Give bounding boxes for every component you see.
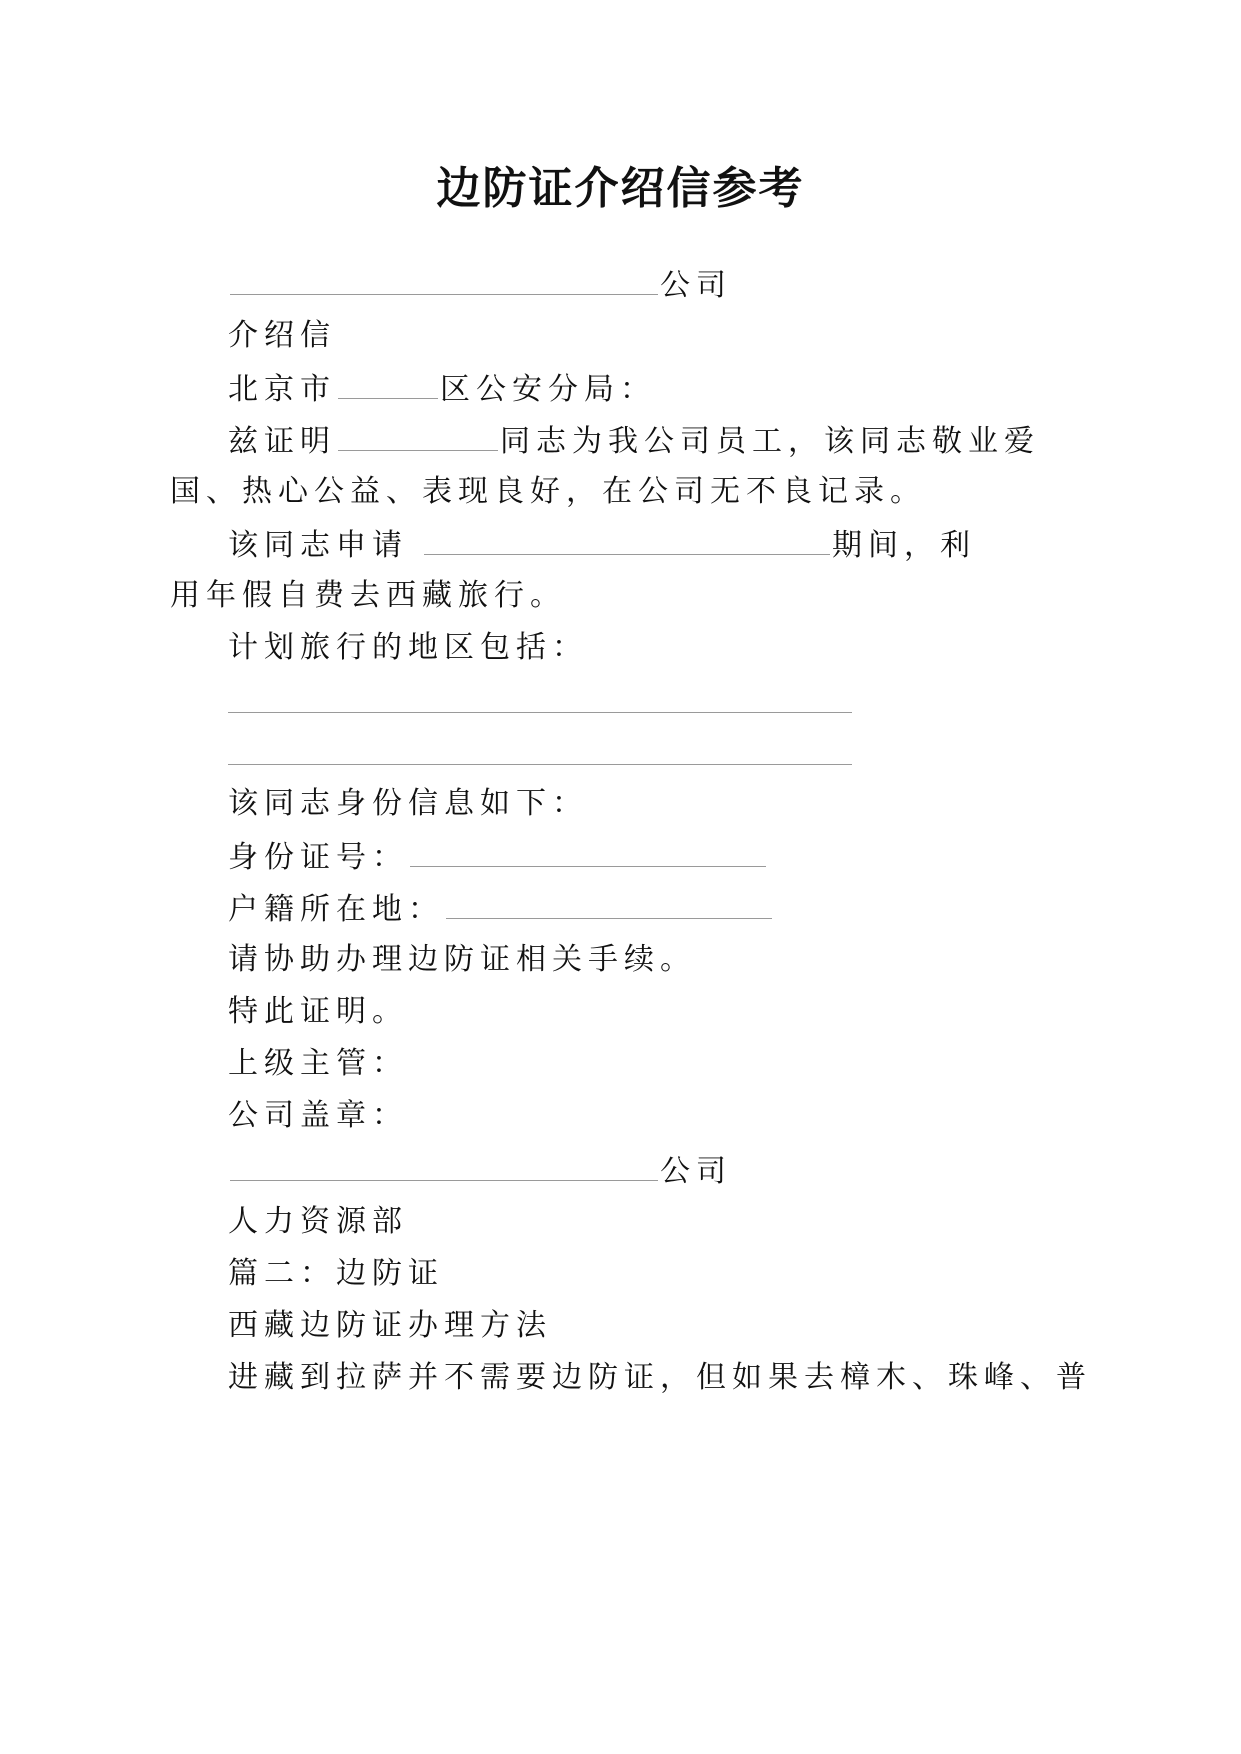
para1-suffix: 同志为我公司员工，该同志敬业爱 [500,424,1040,459]
identity-label: 该同志身份信息如下： [228,786,588,821]
seal-label: 公司盖章： [228,1098,408,1133]
company-name-blank[interactable] [230,264,658,295]
residence-blank[interactable] [446,888,772,919]
para1-prefix: 兹证明 [228,424,336,459]
section2-paragraph: 进藏到拉萨并不需要边防证，但如果去樟木、珠峰、普 [228,1360,1092,1395]
department-text: 人力资源部 [228,1204,408,1239]
employee-name-blank[interactable] [338,420,498,451]
id-number-line [228,836,768,878]
company-line [228,264,732,306]
certify-text: 特此证明。 [228,994,408,1029]
section2-heading: 篇二：边防证 [228,1256,444,1291]
addressee-suffix: 区公安分局： [440,372,656,407]
residence-label: 户籍所在地： [228,892,444,927]
company-suffix-2: 公司 [660,1154,732,1189]
company-line-2 [228,1150,732,1192]
para2-continuation: 用年假自费去西藏旅行。 [170,578,566,613]
addressee-line [228,368,656,410]
district-blank[interactable] [338,368,438,399]
id-number-blank[interactable] [410,836,766,867]
para2-line [228,524,976,566]
company-suffix: 公司 [660,268,732,303]
para2-suffix: 期间，利 [832,528,976,563]
para2-prefix: 该同志申请 [228,528,408,563]
para1-line [228,420,1040,462]
addressee-prefix: 北京市 [228,372,336,407]
para1-continuation: 国、热心公益、表现良好，在公司无不良记录。 [170,474,926,509]
intro-heading: 介绍信 [228,318,336,353]
regions-blank-1[interactable] [228,712,852,713]
regions-label: 计划旅行的地区包括： [228,630,588,665]
residence-line [228,888,774,930]
regions-blank-2[interactable] [228,764,852,765]
id-number-label: 身份证号： [228,840,408,875]
document-title: 边防证介绍信参考 [436,163,805,214]
section2-subtitle: 西藏边防证办理方法 [228,1308,552,1343]
travel-period-blank[interactable] [424,524,830,555]
supervisor-label: 上级主管： [228,1046,408,1081]
request-text: 请协助办理边防证相关手续。 [228,942,696,977]
company-name-blank-2[interactable] [230,1150,658,1181]
